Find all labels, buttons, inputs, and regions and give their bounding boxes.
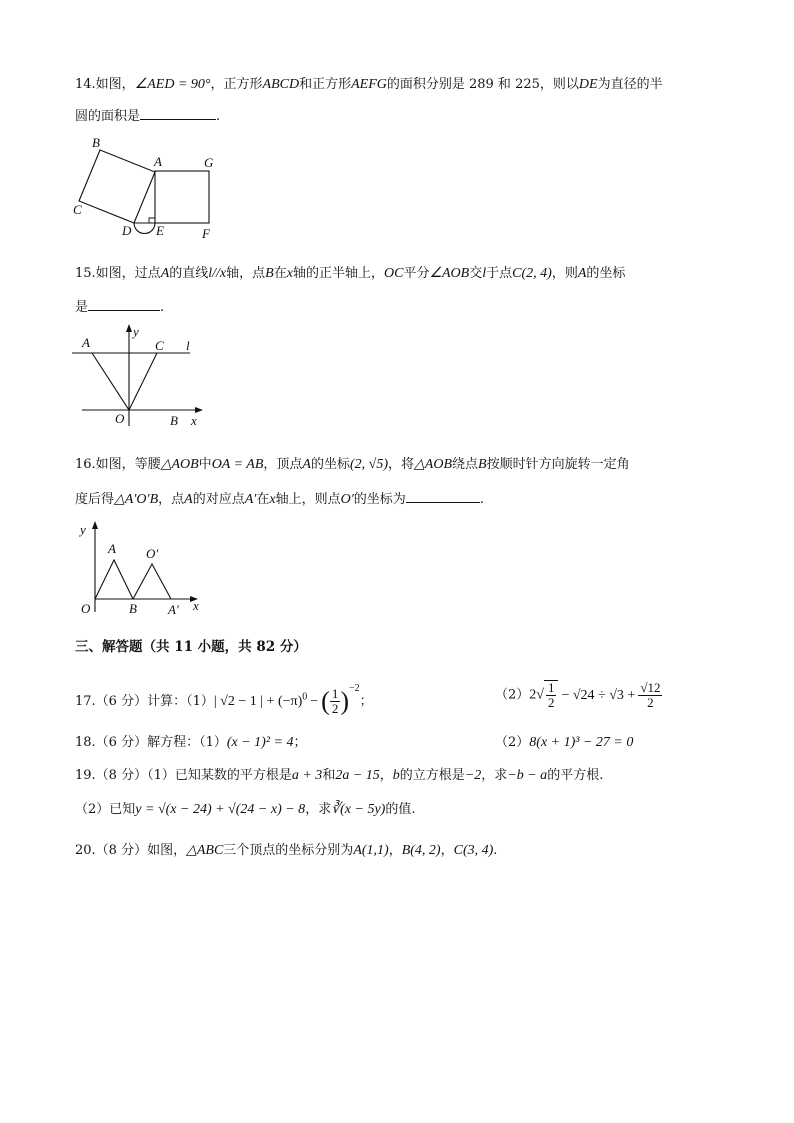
fraction-denominator: 2 (331, 701, 339, 716)
q18-equation-2: 8(x + 1)³ − 27 = 0 (529, 735, 634, 750)
q15-var: l//x (208, 266, 227, 281)
q17-part2 (495, 680, 662, 710)
q19-var: a + 3 (291, 768, 323, 783)
q19-line2 (75, 801, 415, 819)
label-o: O (115, 411, 125, 426)
label-a-prime: A′ (168, 602, 179, 617)
q18-part2 (495, 734, 633, 752)
q17-expr: − √24 ÷ √3 + (561, 687, 636, 703)
q17-fraction (330, 687, 341, 716)
q16-figure (76, 518, 211, 618)
q20-point-a: A(1,1) (353, 843, 389, 858)
q15-period: . (160, 300, 165, 315)
q16-text: 轴上，则点 (275, 492, 341, 507)
q15-text: 的坐标 (586, 266, 626, 281)
q15-text: 于点 (486, 266, 513, 281)
q14-line1 (75, 76, 663, 94)
q20-line (75, 842, 497, 860)
q14-text: 圆的面积是 (75, 109, 141, 124)
q19-var: b (392, 768, 400, 783)
q19-text: 的立方根是 (399, 768, 465, 783)
label-x: x (191, 413, 197, 428)
segment-oc (129, 353, 157, 410)
q19-text: ， (379, 768, 393, 783)
triangle-a-o-b-rotated (133, 564, 171, 599)
right-paren: ) (340, 686, 349, 716)
q20-separator: ， (440, 843, 454, 858)
label-d: D (122, 223, 132, 238)
q15-var: C(2, 4) (512, 266, 552, 281)
q16-text: ，将 (388, 457, 415, 472)
q19-text: ，求 (481, 768, 508, 783)
label-b: B (92, 135, 100, 150)
q16-number: 16.如图，等腰 (75, 457, 161, 472)
q15-var: ∠AOB (429, 266, 470, 281)
q20-point-b: B(4, 2) (401, 843, 441, 858)
label-c: C (155, 338, 164, 353)
q15-text: 交 (469, 266, 483, 281)
q17-number: 17.（6 分）计算：（1） (75, 694, 214, 709)
q14-angle: ∠AED = 90° (134, 77, 211, 92)
q19-number: 19.（8 分）（1）已知某数的平方根是 (75, 768, 292, 783)
label-g: G (204, 155, 214, 170)
q15-var: A (577, 266, 587, 281)
q15-var: l (482, 266, 487, 281)
fraction-numerator: 1 (547, 680, 555, 695)
q19-cube-root: ∛(x − 5y) (331, 802, 386, 817)
q15-text: 在 (273, 266, 287, 281)
q16-line2 (75, 488, 484, 509)
q16-var: △AOB (414, 457, 453, 472)
sqrt-sign: √ (536, 687, 544, 703)
y-axis-arrow (92, 521, 98, 529)
q17-sqrt-fraction (544, 680, 559, 710)
q15-number: 15.如图，过点 (75, 266, 161, 281)
label-f: F (202, 226, 210, 241)
q15-line2 (75, 296, 164, 317)
q16-var: △AOB (160, 457, 199, 472)
q19-text: 和 (322, 768, 336, 783)
q15-figure (72, 322, 207, 432)
q19-equation: y = √(x − 24) + √(24 − x) − 8 (135, 802, 306, 817)
q17-semicolon: ； (359, 694, 373, 709)
q19-text: 的平方根. (547, 768, 604, 783)
label-l: l (186, 338, 190, 353)
q16-period: . (479, 492, 484, 507)
q16-var: A (184, 492, 193, 507)
q20-number: 20.（8 分）如图， (75, 843, 187, 858)
q20-separator: ， (388, 843, 402, 858)
semicircle-shape (134, 223, 155, 234)
q20-period: . (493, 843, 498, 858)
q15-text: 轴的正半轴上， (292, 266, 384, 281)
q16-text: 的坐标为 (353, 492, 406, 507)
answer-blank[interactable] (140, 105, 216, 120)
q16-var: △A′O′B (114, 492, 159, 507)
q14-text: 和正方形 (299, 77, 352, 92)
label-a: A (154, 154, 162, 169)
square-abcd-shape (79, 150, 155, 223)
q16-text: 度后得 (75, 492, 115, 507)
q16-var: B (478, 457, 487, 472)
q14-text: 的面积分别是 289 和 225，则以 (386, 77, 579, 92)
q14-figure (70, 135, 220, 245)
q19-var: −2 (464, 768, 482, 783)
q14-square-aefg: AEFG (351, 77, 387, 92)
q16-text: ，顶点 (263, 457, 303, 472)
label-y: y (133, 324, 139, 339)
segment-oa (92, 353, 129, 410)
label-o-prime: O′ (146, 546, 159, 561)
q16-text: 绕点 (452, 457, 479, 472)
q19-text: ，求 (305, 802, 332, 817)
y-axis-arrow (126, 324, 132, 332)
q16-line1 (75, 456, 630, 474)
q15-text: 的直线 (169, 266, 209, 281)
q17-coef: 2 (529, 687, 537, 703)
q15-var: A (160, 266, 170, 281)
q14-text: 为直径的半 (597, 77, 663, 92)
label-a: A (108, 541, 116, 556)
q20-text: 三个顶点的坐标分别为 (223, 843, 354, 858)
q17-line (75, 680, 373, 716)
label-o: O (81, 601, 91, 616)
section-heading: 三、解答题（共 11 小题，共 82 分） (75, 639, 307, 655)
q17-exponent: 0 (302, 691, 308, 703)
label-b: B (129, 601, 137, 616)
right-angle-mark (149, 218, 155, 223)
q18-equation-1: (x − 1)² = 4 (226, 735, 294, 750)
left-paren: ( (321, 686, 330, 716)
label-c: C (73, 202, 82, 217)
triangle-aob (95, 560, 133, 599)
fraction-numerator: 1 (331, 686, 339, 701)
q16-var: A′ (244, 492, 257, 507)
q16-var: A (302, 457, 311, 472)
q17-minus: − (310, 694, 319, 709)
q18-line (75, 734, 307, 752)
label-x: x (193, 598, 199, 613)
q19-var: 2a − 15 (335, 768, 380, 783)
q14-de: DE (578, 77, 598, 92)
q16-var: O′ (340, 492, 354, 507)
q17-expr-abs: | √2 − 1 | + (−π) (213, 694, 303, 709)
fraction-denominator: 2 (647, 694, 654, 710)
q15-var: x (286, 266, 293, 281)
fraction-numerator: √12 (640, 679, 661, 695)
q16-text: 中 (198, 457, 212, 472)
q14-number: 14.如图， (75, 77, 135, 92)
label-e: E (156, 223, 164, 238)
label-b: B (170, 413, 178, 428)
q15-text: 轴，点 (226, 266, 266, 281)
q15-text: 平分 (403, 266, 430, 281)
q15-text: 是 (75, 300, 89, 315)
q19-text: 的值. (385, 802, 416, 817)
q16-text: 的对应点 (192, 492, 245, 507)
q16-text: 按顺时针方向旋转一定角 (486, 457, 630, 472)
q18-part2-label: （2） (495, 735, 530, 750)
q16-text: 的坐标 (310, 457, 350, 472)
q18-number: 18.（6 分）解方程：（1） (75, 735, 227, 750)
q14-period: . (216, 109, 221, 124)
q15-line1 (75, 265, 625, 283)
q15-text: ，则 (551, 266, 578, 281)
q19-line1 (75, 767, 603, 785)
q14-line2 (75, 105, 220, 126)
fraction-denominator: 2 (547, 695, 555, 710)
q16-text: ，点 (158, 492, 185, 507)
q16-var: OA = AB (211, 457, 264, 472)
q14-square-abcd: ABCD (262, 77, 300, 92)
q19-var: −b − a (507, 768, 548, 783)
q19-text: （2）已知 (75, 802, 136, 817)
q17-exponent: −2 (348, 683, 360, 694)
label-a: A (82, 335, 90, 350)
q15-var: OC (383, 266, 404, 281)
q20-var: △ABC (186, 843, 224, 858)
q17-fraction-2 (638, 681, 662, 710)
q20-point-c: C(3, 4) (453, 843, 494, 858)
q16-text: 在 (256, 492, 270, 507)
q16-var: (2, √5) (350, 457, 389, 472)
label-y: y (80, 522, 86, 537)
square-aefg-shape (155, 171, 209, 223)
q14-text: ，正方形 (210, 77, 263, 92)
q15-var: B (265, 266, 274, 281)
q16-var: x (269, 492, 276, 507)
q17-part2-label: （2） (495, 687, 530, 703)
q18-semicolon: ； (293, 735, 307, 750)
answer-blank[interactable] (88, 296, 160, 311)
answer-blank[interactable] (406, 488, 480, 503)
